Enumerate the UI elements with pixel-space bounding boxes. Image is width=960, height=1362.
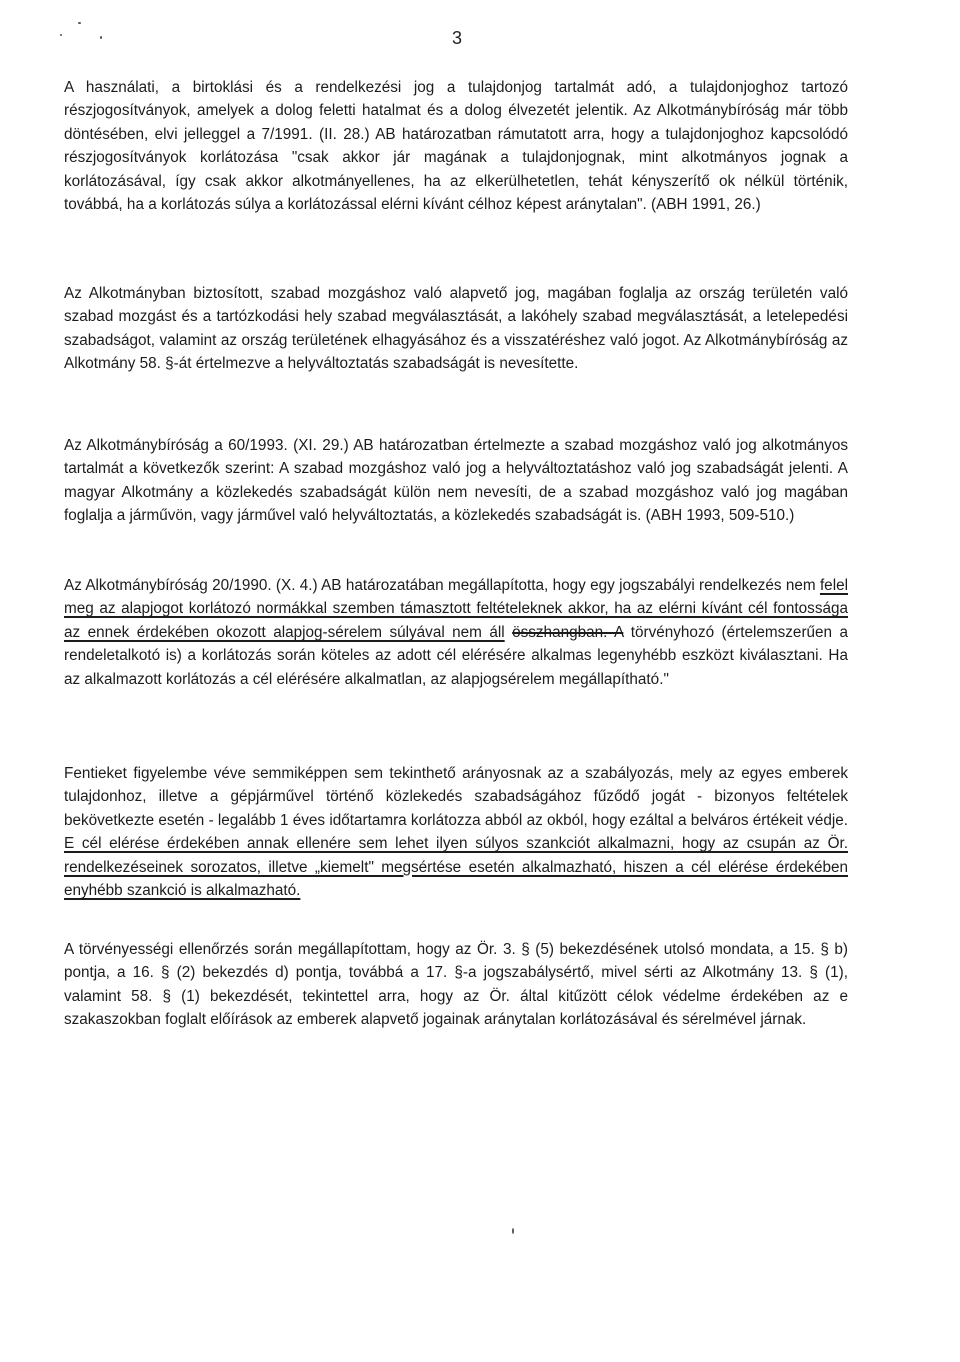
paragraph-decision-60-1993: Az Alkotmánybíróság a 60/1993. (XI. 29.) AB határozatban értelmezte a szabad mozgáshoz való jog alkotmányos tartalmát a következők szerint: A szabad mozgáshoz való jog a helyváltoztatáshoz való jog szabadságát jelenti. A magyar Alkotmány a közlekedés szabadságát külön nem nevesíti, de a szabad mozgáshoz való jog magában foglalja a járművön, vagy járművel való helyváltoztatás, a közlekedés szabadságát is. (ABH 1993, 509-510.)	[64, 437, 848, 525]
paragraph-text: Az Alkotmánybíróság 20/1990. (X. 4.) AB határozatában megállapította, hogy egy jogszabályi rendelkezés nem	[64, 577, 820, 594]
handwritten-underlined-text: felel meg az alapjogot korlátozó normákkal szemben támasztott feltételeknek akkor, ha az elérni kívánt cél fontossága az ennek érdekében okozott alapjog-sérelem súlyával nem áll	[64, 577, 848, 641]
paragraph-text: Fentieket figyelembe véve semmiképpen sem tekinthető arányosnak az a szabályozás, mely az egyes emberek tulajdonhoz, illetve a gépjárművel történő közlekedés szabadságához fűződő jogát - bizonyos feltételek bekövetkezte esetén - legalább 1 éves időtartamra korlátozza abból az okból, hogy ezáltal a belváros értékeit védje.	[64, 765, 849, 829]
handwritten-underlined-text: E cél elérése érdekében annak ellenére sem lehet ilyen súlyos szankciót alkalmazni, hogy az csupán az Ör. rendelkezéseinek sorozatos, illetve „kiemelt" megsértése esetén alkalmazható, hiszen a cél elérése érdekében enyhébb szankció is alkalmazható.	[64, 835, 848, 900]
scan-speck	[60, 34, 62, 36]
paragraph-decision-20-1990	[64, 574, 848, 691]
paragraph-property-rights: A használati, a birtoklási és a rendelkezési jog a tulajdonjog tartalmát adó, a tulajdonjoghoz tartozó részjogosítványok, amelyek a dolog feletti hatalmat és a dolog élvezetét jelentik. Az Alkotmánybíróság már több döntésében, elvi jelleggel a 7/1991. (II. 28.) AB határozatban rámutatott arra, hogy a tulajdonjoghoz kapcsolódó részjogosítványok korlátozása "csak akkor jár magának a tulajdonjognak, mint alkotmányos jognak a korlátozásával, így csak akkor alkotmányellenes, ha az elkerülhetetlen, tehát kényszerítő ok nélkül történik, továbbá, ha a korlátozás súlya a korlátozással elérni kívánt célhoz képest aránytalan". (ABH 1991, 26.)	[64, 79, 848, 214]
paragraph-proportionality	[64, 762, 848, 902]
handwritten-struck-text: összhangban. A	[512, 623, 624, 641]
scan-speck	[512, 1228, 514, 1234]
scan-speck	[100, 36, 102, 39]
paragraph-text: törvényhozó (értelemszerűen a rendeletalkotó is) a korlátozás során köteles az adott cél elérésére alkalmas legenyhébb eszközt kiválasztani. Ha az alkalmazott korlátozás a cél elérésére alkalmatlan, az alapjogsérelem megállapítható."	[64, 623, 848, 688]
paragraph-free-movement: Az Alkotmányban biztosított, szabad mozgáshoz való alapvető jog, magában foglalja az ország területén való szabad mozgást és a tartózkodási hely szabad megválasztását, a lakóhely szabad megválasztását, a letelepedési szabadságot, valamint az ország területének elhagyásához és a visszatéréshez való jogot. Az Alkotmánybíróság az Alkotmány 58. §-át értelmezve a helyváltoztatás szabadságát is nevesítette.	[64, 285, 848, 373]
page-number: 3	[452, 28, 463, 48]
paragraph-conclusion: A törvényességi ellenőrzés során megállapítottam, hogy az Ör. 3. § (5) bekezdésének utolsó mondata, a 15. § b) pontja, a 16. § (2) bekezdés d) pontja, továbbá a 17. §-a jogszabálysértő, mivel sérti az Alkotmány 13. § (1), valamint 58. § (1) bekezdését, tekintettel arra, hogy az Ör. által kitűzött célok védelme érdekében az e szakaszokban foglalt előírások az emberek alapvető jogainak aránytalan korlátozásával és sérelmével járnak.	[64, 941, 848, 1029]
scan-speck	[78, 22, 81, 24]
